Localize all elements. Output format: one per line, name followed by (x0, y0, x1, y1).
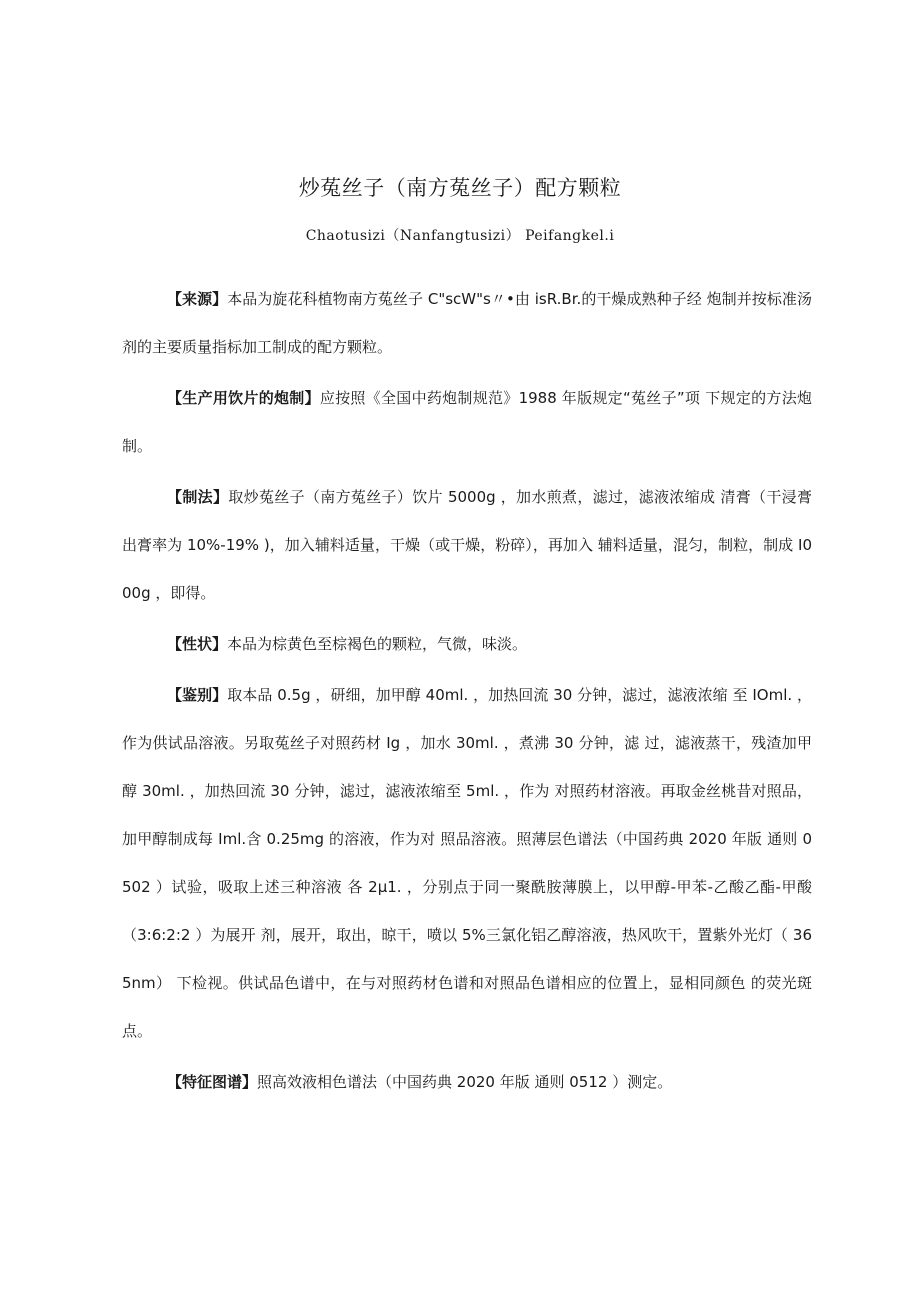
document-subtitle: Chaotusizi（Nanfangtusizi） Peifangkel.i (305, 228, 615, 244)
section-text: 本品为旋花科植物南方菟丝子 C"scW"s〃•由 isR.Br.的干燥成熟种子经 炮制并按标准汤剂的主要质量指标加工制成的配方颗粒。 (122, 290, 812, 356)
section-fingerprint (122, 1058, 812, 1106)
section-heading: 【性状】 (167, 635, 228, 653)
section-heading: 【特征图谱】 (167, 1073, 258, 1091)
document-title: 炒菟丝子（南方菟丝子）配方颗粒 (298, 176, 622, 200)
document-body (122, 275, 812, 1106)
section-text: 本品为棕黄色至棕褐色的颗粒，气微，味淡。 (227, 635, 528, 653)
section-source (122, 275, 812, 371)
section-text: 取本品 0.5g ，研细，加甲醇 40ml. ，加热回流 30 分钟，滤过，滤液浓缩 至 IOml. ，作为供试品溶液。另取菟丝子对照药材 Ig ，加水 30ml. ，煮沸 30 分钟，滤 过，滤液蒸干，残渣加甲醇 30ml. ，加热回流 30 分钟，滤过，滤液浓缩至 5ml. ，作为 对照药材溶液。再取金丝桃昔对照品，加甲醇制成每 Iml.含 0.25mg 的溶液，作为对 照品溶液。照薄层色谱法（中国药典 2020 年版 通则 0502 ）试验，吸取上述三种溶液 各 2μ1. ，分别点于同一聚酰胺薄膜上，以甲醇-甲苯-乙酸乙酯-甲酸（3:6:2:2 ）为展开 剂，展开，取出，晾干，喷以 5%三氯化铝乙醇溶液，热风吹干，置紫外光灯（ 365nm） 下检视。供试品色谱中，在与对照药材色谱和对照品色谱相应的位置上，显相同颜色 的荧光斑点。 (122, 686, 812, 1040)
section-description (122, 620, 812, 668)
section-preparation (122, 473, 812, 617)
section-heading: 【来源】 (167, 290, 228, 308)
section-heading: 【鉴别】 (167, 686, 228, 704)
section-heading: 【生产用饮片的炮制】 (167, 389, 320, 407)
section-processing (122, 374, 812, 470)
section-text: 取炒菟丝子（南方菟丝子）饮片 5000g ，加水煎煮，滤过，滤液浓缩成 清膏（干浸膏出膏率为 10%-19% )，加入辅料适量，干燥（或干燥，粉碎），再加入 辅料适量，混匀，制粒，制成 I000g ，即得。 (122, 488, 812, 602)
section-heading: 【制法】 (167, 488, 229, 506)
section-text: 照高效液相色谱法（中国药典 2020 年版 通则 0512 ）测定。 (257, 1073, 673, 1091)
section-identification (122, 671, 812, 1055)
section-text: 应按照《全国中药炮制规范》1988 年版规定“菟丝子”项 下规定的方法炮制。 (122, 389, 812, 455)
